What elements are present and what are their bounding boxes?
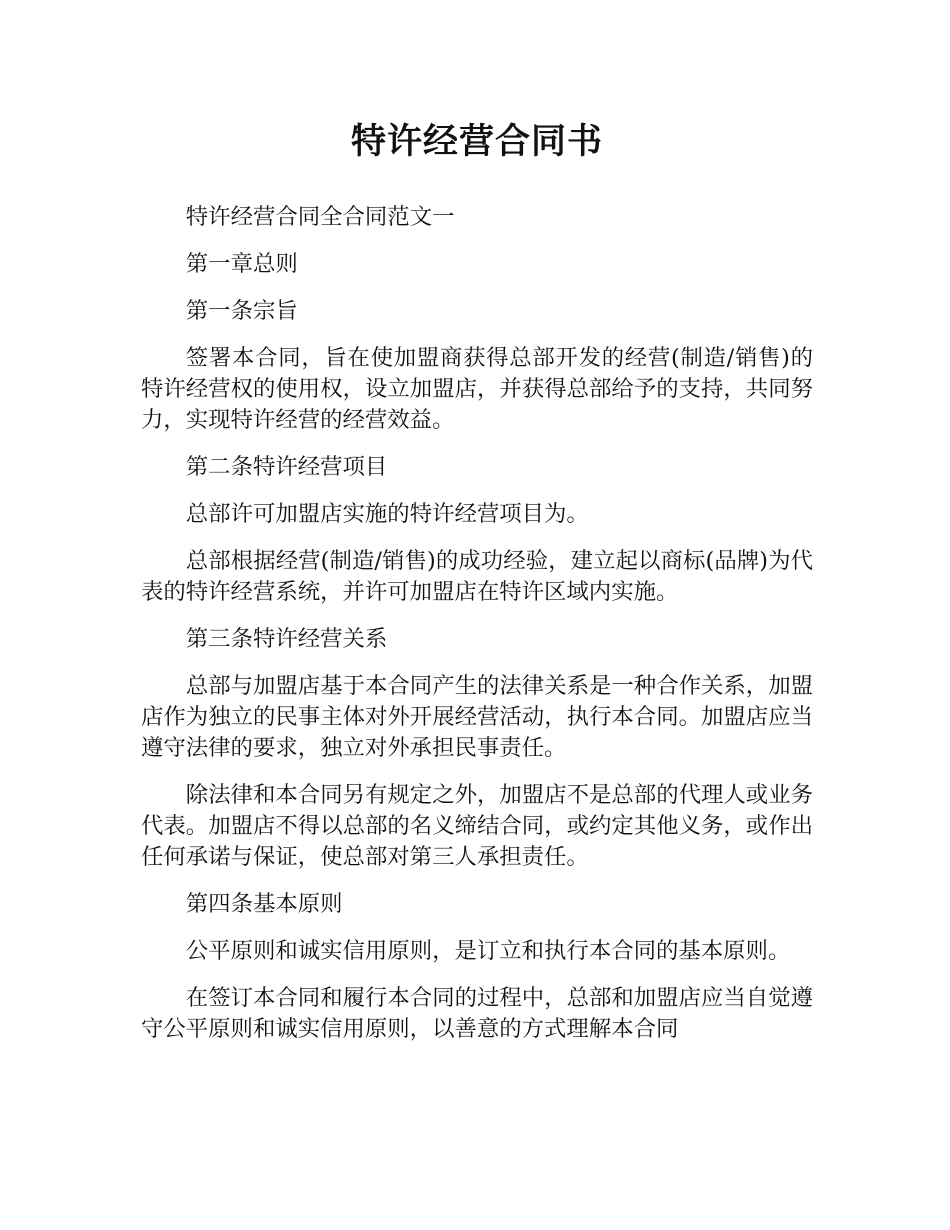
paragraph-article-3-body-2: 除法律和本合同另有规定之外，加盟店不是总部的代理人或业务代表。加盟店不得以总部的名义缔结合同，或约定其他义务，或作出任何承诺与保证，使总部对第三人承担责任。 [141,782,813,870]
paragraph-chapter-heading: 第一章总则 [185,251,298,277]
paragraph-article-4-body-2: 在签订本合同和履行本合同的过程中，总部和加盟店应当自觉遵守公平原则和诚实信用原则，以善意的方式理解本合同 [141,985,813,1042]
paragraph-subtitle: 特许经营合同全合同范文一 [185,204,455,230]
paragraph-article-1-body: 签署本合同，旨在使加盟商获得总部开发的经营(制造/销售)的特许经营权的使用权，设立加盟店，并获得总部给予的支持，共同努力，实现特许经营的经营效益。 [141,345,813,433]
paragraph-article-2-body-1: 总部许可加盟店实施的特许经营项目为。 [185,501,589,527]
paragraph-article-3-body-1: 总部与加盟店基于本合同产生的法律关系是一种合作关系，加盟店作为独立的民事主体对外开展经营活动，执行本合同。加盟店应当遵守法律的要求，独立对外承担民事责任。 [141,673,813,761]
paragraph-article-4-body-1: 公平原则和诚实信用原则，是订立和执行本合同的基本原则。 [185,938,791,964]
paragraph-article-3-heading: 第三条特许经营关系 [185,626,388,652]
paragraph-article-2-heading: 第二条特许经营项目 [185,454,388,480]
document-page [141,0,813,1045]
paragraph-article-4-heading: 第四条基本原则 [185,891,343,917]
paragraph-article-2-body-2: 总部根据经营(制造/销售)的成功经验，建立起以商标(品牌)为代表的特许经营系统，并许可加盟店在特许区域内实施。 [141,548,813,605]
document-title: 特许经营合同书 [350,122,603,162]
paragraph-article-1-heading: 第一条宗旨 [185,298,298,324]
